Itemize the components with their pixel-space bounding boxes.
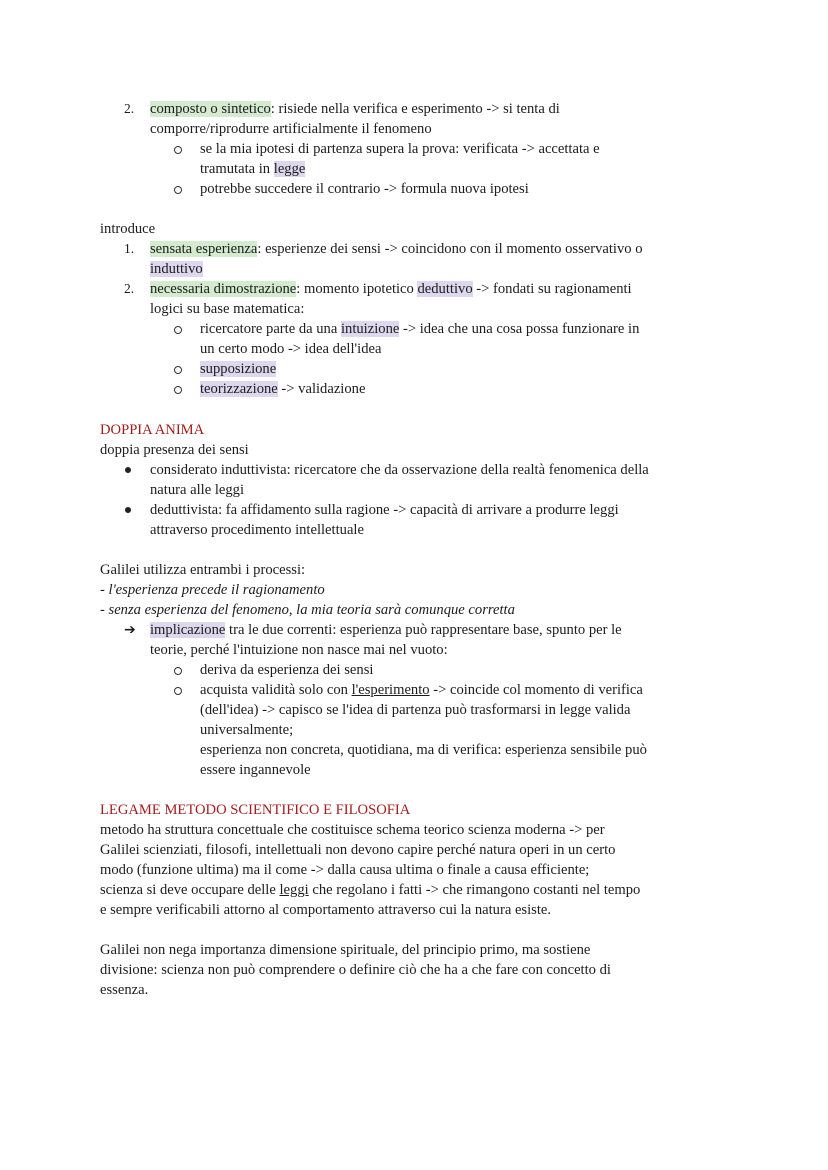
list-number: 2. (124, 281, 135, 296)
sub-bullet (200, 379, 365, 399)
sub-bullet (200, 319, 639, 339)
text-line: comporre/riprodurre artificialmente il fenomeno (150, 121, 432, 137)
text: tramutata in (200, 161, 274, 177)
highlight-term: legge (273, 161, 306, 177)
circle-bullet-icon (174, 326, 182, 334)
text-line: modo (funzione ultima) ma il come -> dalla causa ultima o finale a causa efficiente; (100, 862, 590, 878)
text-line: teorie, perché l'intuizione non nasce mai nel vuoto: (150, 642, 448, 658)
circle-bullet-icon (174, 186, 182, 194)
list-item-sensata (150, 239, 643, 259)
text-line: un certo modo -> idea dell'idea (200, 341, 382, 357)
text-line (200, 159, 305, 179)
text-line: metodo ha struttura concettuale che costituisce schema teorico scienza moderna -> per (100, 822, 605, 838)
text-line: Galilei non nega importanza dimensione spirituale, del principio primo, ma sostiene (100, 942, 591, 958)
text-line: universalmente; (200, 722, 294, 738)
text: ricercatore parte da una (200, 321, 341, 337)
highlight-term: necessaria dimostrazione (150, 281, 297, 297)
text: : momento ipotetico (296, 281, 418, 297)
paragraph: Galilei utilizza entrambi i processi: (100, 562, 306, 578)
text: : risiede nella verifica e esperimento -> si tenta di (270, 101, 560, 117)
list-item-composto (150, 99, 560, 119)
text: -> fondati su ragionamenti (472, 281, 632, 297)
text: acquista validità solo con (200, 682, 352, 698)
text: -> coincide col momento di verifica (429, 682, 643, 698)
text: tra le due correnti: esperienza può rappresentare base, spunto per le (225, 622, 622, 638)
highlight-term: supposizione (200, 361, 277, 377)
underlined-term: leggi (279, 882, 309, 898)
text: scienza si deve occupare delle (100, 882, 280, 898)
circle-bullet-icon (174, 366, 182, 374)
list-number: 2. (124, 101, 135, 116)
sub-bullet: potrebbe succedere il contrario -> formula nuova ipotesi (200, 181, 529, 197)
arrow-bullet-icon: ➔ (124, 622, 136, 638)
bullet-item: deduttivista: fa affidamento sulla ragione -> capacità di arrivare a produrre leggi (150, 502, 619, 518)
text-line: esperienza non concreta, quotidiana, ma di verifica: esperienza sensibile può (200, 742, 647, 758)
highlight-term: implicazione (150, 622, 226, 638)
circle-bullet-icon (174, 386, 182, 394)
text-line: natura alle leggi (150, 482, 245, 498)
circle-bullet-icon (174, 667, 182, 675)
list-number: 1. (124, 241, 135, 256)
bullet-item: considerato induttivista: ricercatore che da osservazione della realtà fenomenica della (150, 462, 649, 478)
highlight-term: composto o sintetico (150, 101, 271, 117)
highlight-term: sensata esperienza (150, 241, 258, 257)
list-item-necessaria (150, 279, 632, 299)
text-line: logici su base matematica: (150, 301, 305, 317)
text: : esperienze dei sensi -> coincidono con il momento osservativo o (257, 241, 643, 257)
arrow-item (150, 620, 622, 640)
bullet-dot-icon (125, 507, 131, 513)
section-heading: LEGAME METODO SCIENTIFICO E FILOSOFIA (100, 802, 411, 818)
sub-bullet (200, 359, 276, 379)
text-line (100, 880, 640, 900)
text: -> idea che una cosa possa funzionare in (399, 321, 640, 337)
text-line: attraverso procedimento intellettuale (150, 522, 364, 538)
text-line: essere ingannevole (200, 762, 311, 778)
text-line (150, 259, 203, 279)
sub-bullet: deriva da esperienza dei sensi (200, 662, 374, 678)
highlight-term: teorizzazione (200, 381, 278, 397)
italic-line: - senza esperienza del fenomeno, la mia teoria sarà comunque corretta (100, 602, 515, 618)
text-line: divisione: scienza non può comprendere o definire ciò che ha a che fare con concetto di (100, 962, 611, 978)
text: che regolano i fatti -> che rimangono costanti nel tempo (308, 882, 641, 898)
bullet-dot-icon (125, 467, 131, 473)
highlight-term: intuizione (340, 321, 400, 337)
text: -> validazione (277, 381, 366, 397)
sub-bullet: se la mia ipotesi di partenza supera la prova: verificata -> accettata e (200, 141, 600, 157)
sub-bullet (200, 680, 643, 700)
italic-line: - l'esperienza precede il ragionamento (100, 582, 325, 598)
underlined-term: l'esperimento (351, 682, 430, 698)
text-line: (dell'idea) -> capisco se l'idea di partenza può trasformarsi in legge valida (200, 702, 631, 718)
circle-bullet-icon (174, 146, 182, 154)
paragraph: doppia presenza dei sensi (100, 442, 249, 458)
paragraph: introduce (100, 221, 156, 237)
circle-bullet-icon (174, 687, 182, 695)
text-line: e sempre verificabili attorno al comportamento attraverso cui la natura esiste. (100, 902, 552, 918)
highlight-term: deduttivo (417, 281, 473, 297)
text-line: essenza. (100, 982, 149, 998)
section-heading: DOPPIA ANIMA (100, 422, 205, 438)
highlight-term: induttivo (150, 261, 203, 277)
text-line: Galilei scienziati, filosofi, intellettuali non devono capire perché natura operi in un certo (100, 842, 616, 858)
